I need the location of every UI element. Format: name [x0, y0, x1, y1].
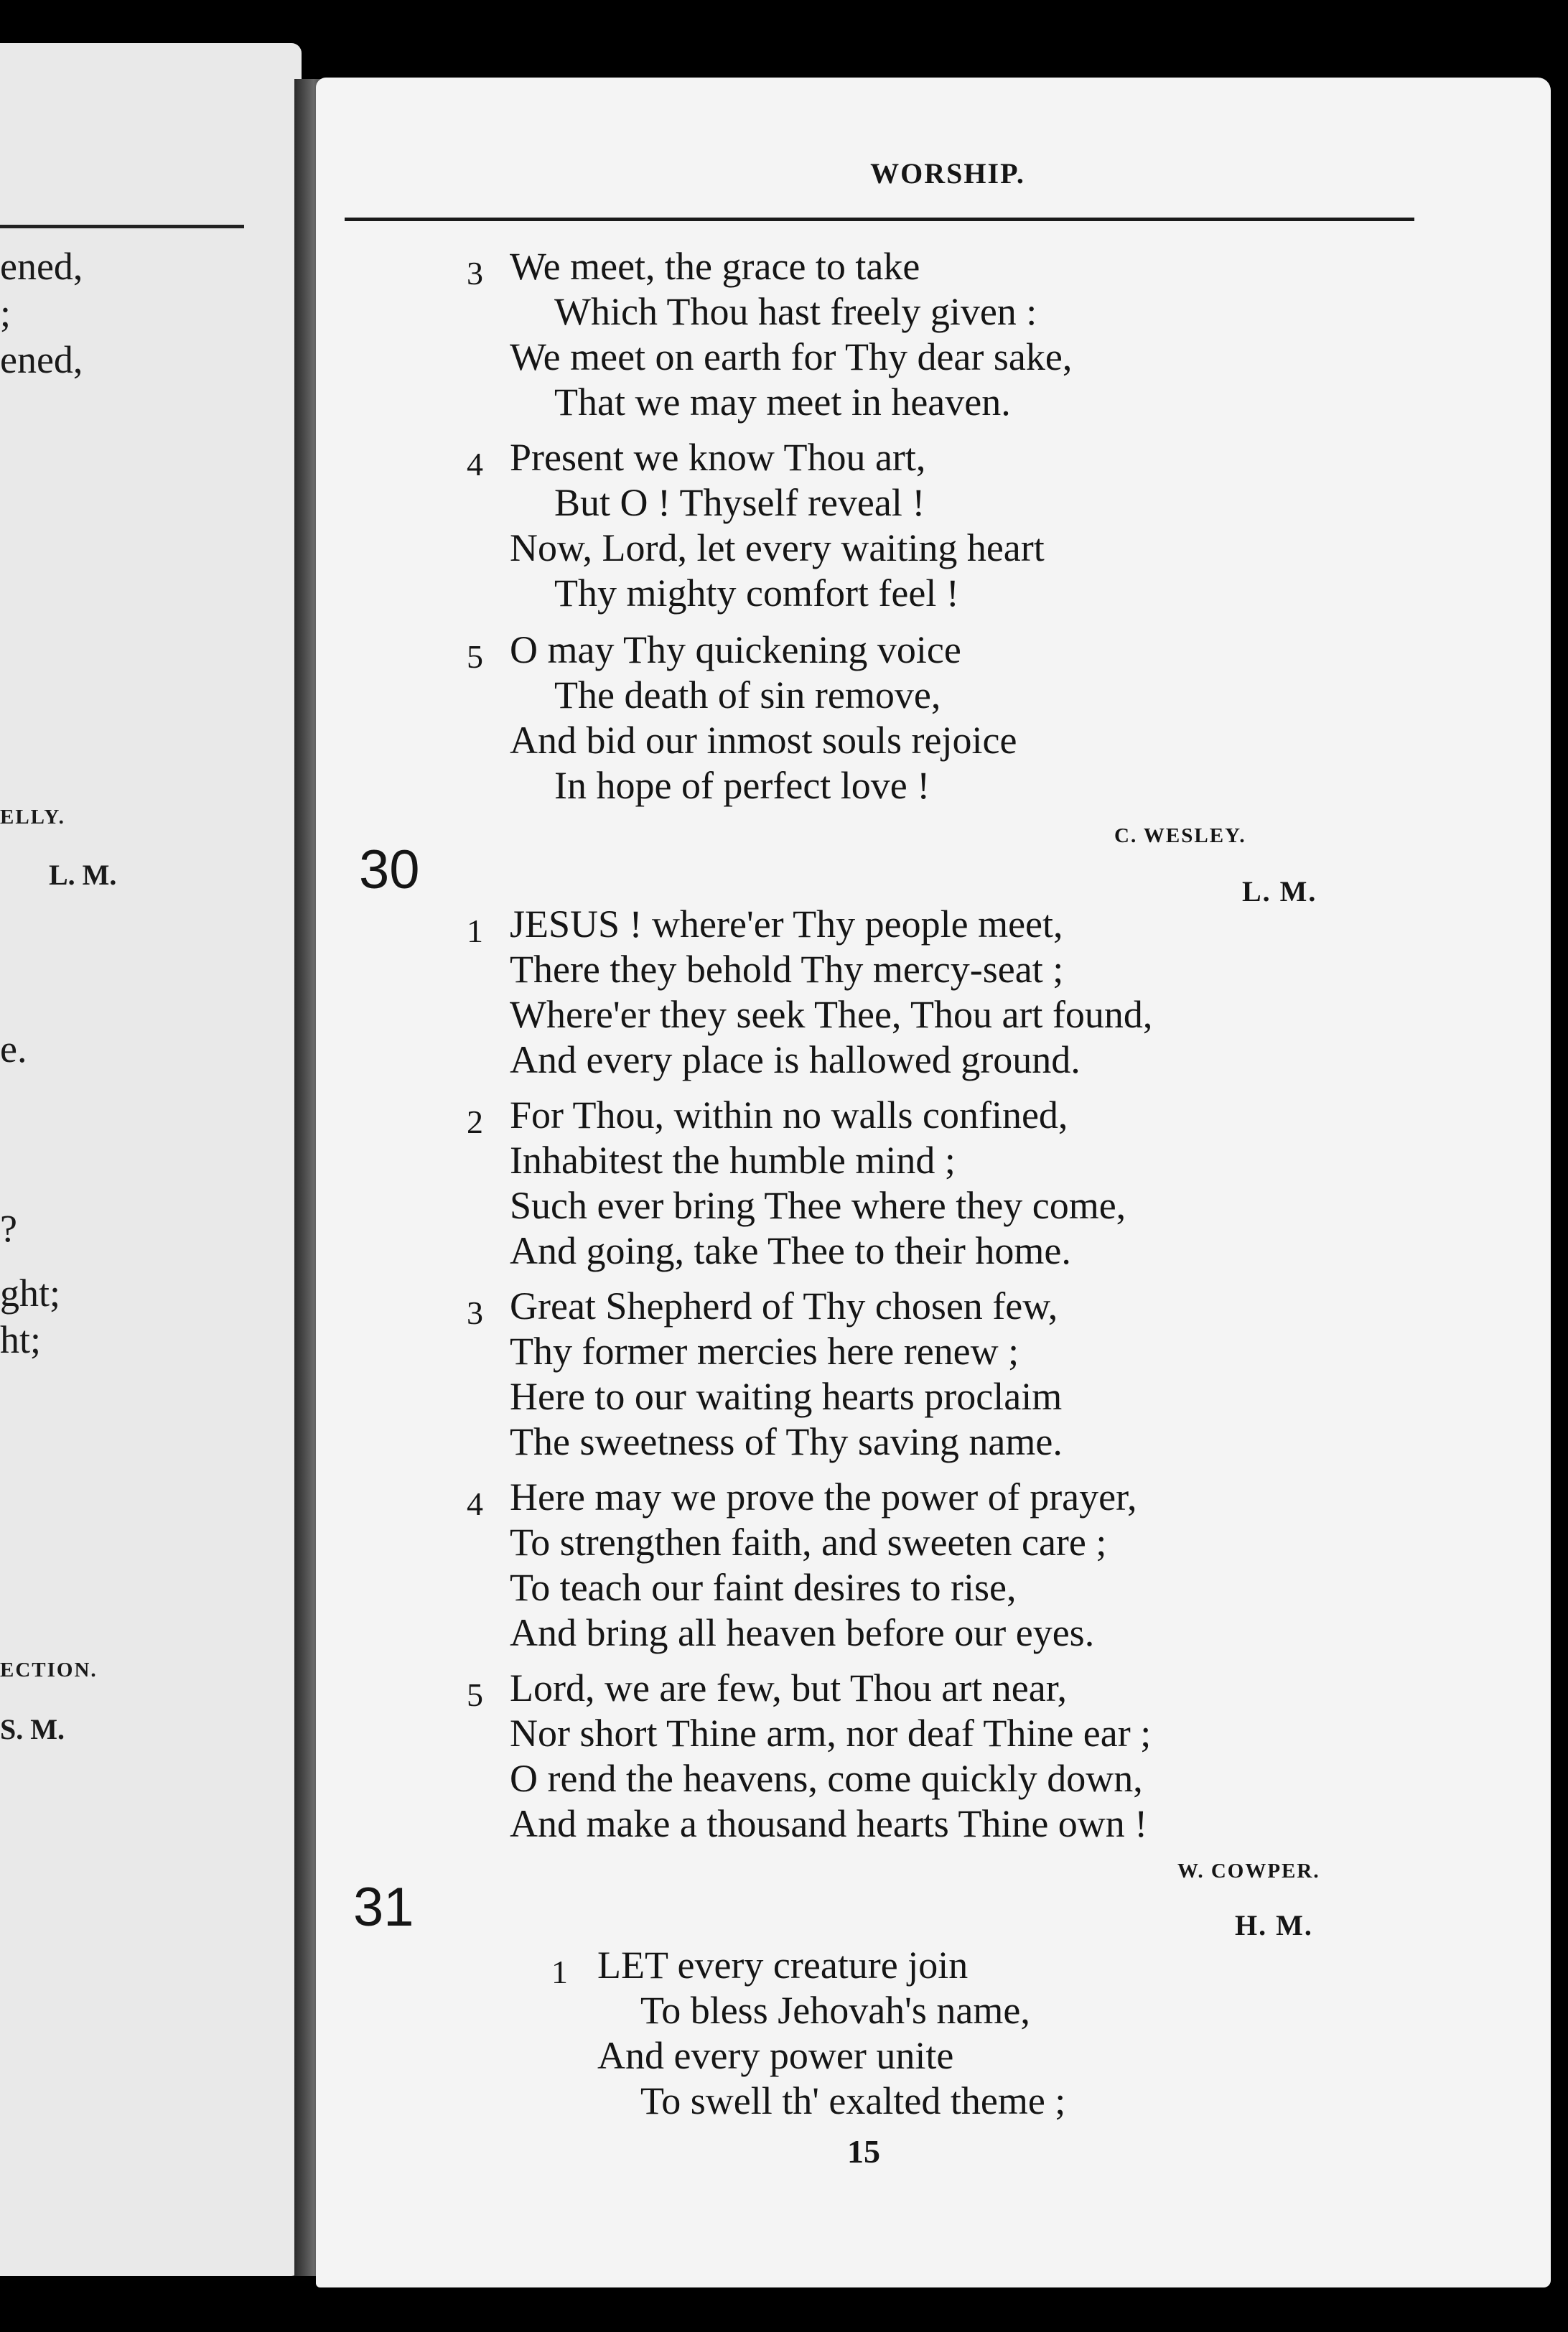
- verse-line: To bless Jehovah's name,: [640, 1989, 1030, 2032]
- left-fragment: S. M.: [0, 1713, 65, 1745]
- left-fragment: ?: [0, 1207, 17, 1250]
- hymn-meter: H. M.: [1235, 1909, 1313, 1941]
- verse-line: Here to our waiting hearts proclaim: [510, 1375, 1063, 1418]
- verse-line: And every place is hallowed ground.: [510, 1038, 1081, 1081]
- verse-line: Thy former mercies here renew ;: [510, 1330, 1019, 1373]
- verse-number: 1: [551, 1954, 568, 1990]
- verse-line: Lord, we are few, but Thou art near,: [510, 1666, 1068, 1710]
- verse-line: And going, take Thee to their home.: [510, 1229, 1071, 1272]
- verse-line: And bring all heaven before our eyes.: [510, 1611, 1095, 1654]
- verse-line: The death of sin remove,: [554, 673, 941, 717]
- page-number: 15: [847, 2133, 880, 2170]
- left-fragment: ELLY.: [0, 806, 65, 829]
- hymn-number: 30: [359, 839, 420, 900]
- verse-line: For Thou, within no walls confined,: [510, 1093, 1068, 1137]
- verse-line: Now, Lord, let every waiting heart: [510, 526, 1045, 569]
- verse-line: To swell th' exalted theme ;: [640, 2079, 1066, 2122]
- left-fragment: L. M.: [49, 859, 117, 891]
- verse-line: We meet on earth for Thy dear sake,: [510, 335, 1073, 378]
- verse-number: 5: [467, 1676, 483, 1713]
- page-header: [316, 157, 1551, 190]
- verse-number: 3: [467, 1295, 483, 1331]
- verse-line: And every power unite: [597, 2034, 954, 2077]
- left-page-rule: [0, 225, 244, 228]
- hymn-author: W. COWPER.: [1177, 1860, 1320, 1883]
- verse-line: JESUS ! where'er Thy people meet,: [510, 903, 1063, 946]
- verse-line: The sweetness of Thy saving name.: [510, 1420, 1063, 1463]
- verse-line: But O ! Thyself reveal !: [554, 481, 925, 524]
- right-page: [316, 78, 1551, 2287]
- verse-line: To strengthen faith, and sweeten care ;: [510, 1521, 1107, 1564]
- verse-line: O rend the heavens, come quickly down,: [510, 1757, 1143, 1800]
- verse-line: In hope of perfect love !: [554, 764, 930, 807]
- verse-line: Such ever bring Thee where they come,: [510, 1184, 1126, 1227]
- verse-line: Thy mighty comfort feel !: [554, 572, 959, 615]
- hymn-author: C. WESLEY.: [1114, 824, 1246, 847]
- verse-line: Which Thou hast freely given :: [554, 290, 1037, 333]
- hymn-meter: L. M.: [1242, 875, 1317, 908]
- header-rule: [345, 218, 1414, 221]
- left-fragment: e.: [0, 1027, 27, 1071]
- verse-line: There they behold Thy mercy-seat ;: [510, 948, 1064, 991]
- hymn-number: 31: [353, 1877, 414, 1938]
- verse-line: And bid our inmost souls rejoice: [510, 719, 1017, 762]
- verse-line: Great Shepherd of Thy chosen few,: [510, 1284, 1058, 1328]
- verse-number: 4: [467, 1486, 483, 1522]
- left-fragment: ened,: [0, 245, 83, 288]
- left-fragment: ECTION.: [0, 1659, 98, 1682]
- verse-line: O may Thy quickening voice: [510, 628, 961, 671]
- running-title: WORSHIP.: [870, 157, 1025, 190]
- verse-line: Where'er they seek Thee, Thou art found,: [510, 993, 1153, 1036]
- left-fragment: ;: [0, 292, 11, 335]
- verse-line: And make a thousand hearts Thine own !: [510, 1802, 1148, 1845]
- verse-line: We meet, the grace to take: [510, 245, 920, 288]
- left-fragment: ened,: [0, 338, 83, 381]
- left-page: [0, 43, 302, 2276]
- verse-number: 1: [467, 913, 483, 949]
- verse-number: 3: [467, 255, 483, 292]
- verse-line: Nor short Thine arm, nor deaf Thine ear ;: [510, 1712, 1152, 1755]
- verse-line: Inhabitest the humble mind ;: [510, 1139, 956, 1182]
- verse-number: 4: [467, 446, 483, 482]
- verse-number: 5: [467, 638, 483, 675]
- verse-line: To teach our faint desires to rise,: [510, 1566, 1017, 1609]
- verse-number: 2: [467, 1104, 483, 1140]
- left-fragment: ht;: [0, 1318, 42, 1361]
- verse-line: Present we know Thou art,: [510, 436, 926, 479]
- verse-line: LET every creature join: [597, 1944, 969, 1987]
- verse-line: Here may we prove the power of prayer,: [510, 1475, 1137, 1519]
- left-fragment: ght;: [0, 1272, 61, 1315]
- verse-line: That we may meet in heaven.: [554, 381, 1011, 424]
